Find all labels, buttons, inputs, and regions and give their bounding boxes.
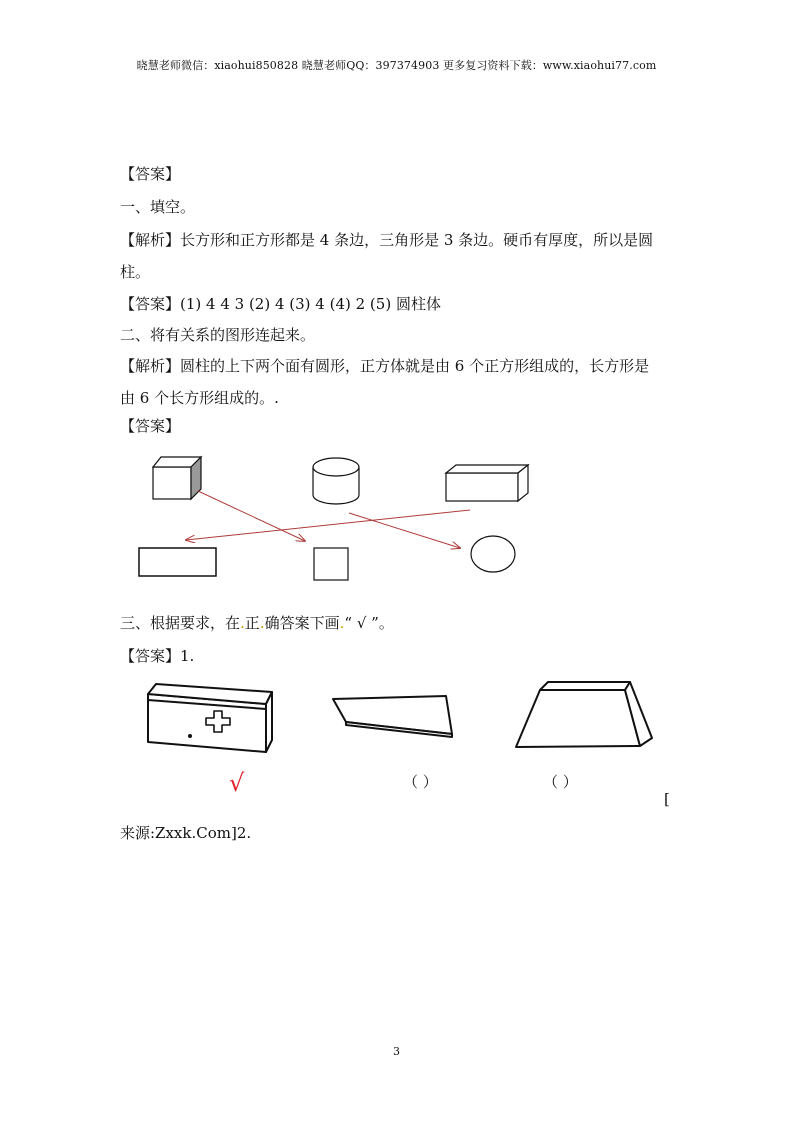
answer-heading-1: 【答案】: [120, 165, 181, 183]
answer-heading-2: 【答案】: [120, 417, 181, 435]
section-3-title: [120, 612, 394, 633]
first-aid-box-image: [148, 684, 272, 752]
section-3-title-part-2: 正: [244, 614, 260, 632]
arrow-cuboid-to-rectangle: [186, 510, 470, 540]
section-3-title-part-4: “ √ ”。: [344, 614, 394, 632]
section-3-title-part-1: 三、根据要求，在: [120, 614, 241, 632]
answer-paren-2: （ ）: [403, 773, 438, 791]
section-3-title-part-3: 确答案下画: [264, 614, 340, 632]
analysis-1-line-1: 【解析】长方形和正方形都是 4 条边，三角形是 3 条边。硬币有厚度，所以是圆: [120, 231, 654, 249]
source-bracket: [: [664, 790, 670, 808]
emphasis-dot: .: [339, 614, 345, 632]
analysis-2-line-2: 由 6 个长方形组成的。.: [120, 389, 279, 407]
cuboid-shape: [446, 465, 528, 501]
page-header: 晓慧老师微信：xiaohui850828 晓慧老师QQ：397374903 更多复习资料下载：www.xiaohui77.com: [136, 59, 657, 72]
trapezoid-prism-image: [516, 682, 652, 747]
answer-heading-3: 【答案】1.: [120, 647, 195, 665]
circle-shape: [471, 536, 515, 572]
slanted-slab-image: [333, 696, 452, 737]
square-shape: [314, 548, 348, 580]
check-mark: √: [229, 769, 245, 797]
section-1-title: 一、填空。: [120, 198, 196, 216]
analysis-2-line-1: 【解析】圆柱的上下两个面有圆形，正方体就是由 6 个正方形组成的，长方形是: [120, 357, 650, 375]
emphasis-dot: .: [259, 614, 265, 632]
section-2-title: 二、将有关系的图形连起来。: [120, 326, 316, 344]
source-line: 来源:Zxxk.Com]2.: [120, 824, 252, 842]
page-number: 3: [393, 1045, 400, 1058]
cube-shape: [153, 457, 201, 499]
arrow-cylinder-to-circle: [349, 513, 460, 548]
answer-1: 【答案】(1) 4 4 3 (2) 4 (3) 4 (4) 2 (5) 圆柱体: [120, 295, 441, 313]
rectangle-shape: [139, 548, 216, 576]
answer-paren-3: （ ）: [543, 773, 578, 791]
cylinder-shape: [313, 458, 359, 504]
emphasis-dot: .: [240, 614, 245, 632]
analysis-1-line-2: 柱。: [120, 263, 151, 281]
